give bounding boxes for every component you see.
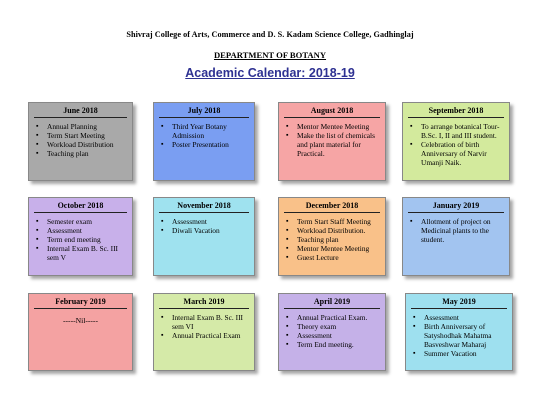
bullet-icon: ▪ <box>36 140 39 148</box>
event-text: Allotment of project on Medicinal plants to the student. <box>421 217 491 244</box>
event-text: Mentor Mentee Meeting <box>297 122 370 131</box>
bullet-icon: ▪ <box>286 340 289 348</box>
event-item <box>158 313 250 331</box>
month-title: September 2018 <box>408 103 504 118</box>
event-text: Term end meeting <box>47 235 101 244</box>
bullet-icon: ▪ <box>286 131 289 139</box>
event-text: Third Year Botany Admission <box>172 122 227 140</box>
bullet-icon: ▪ <box>36 217 39 225</box>
event-item <box>283 122 381 131</box>
event-list <box>154 213 254 235</box>
event-item <box>33 244 128 262</box>
bullet-icon: ▪ <box>286 331 289 339</box>
bullet-icon: ▪ <box>286 322 289 330</box>
event-item <box>158 217 250 226</box>
month-box <box>153 102 255 181</box>
event-text: Workload Distribution <box>47 140 114 149</box>
event-item <box>283 340 381 349</box>
event-item <box>283 217 381 226</box>
event-text: Semester exam <box>47 217 92 226</box>
department-name: DEPARTMENT OF BOTANY <box>213 50 327 60</box>
event-item <box>33 235 128 244</box>
bullet-icon: ▪ <box>161 226 164 234</box>
event-item <box>33 122 128 131</box>
bullet-icon: ▪ <box>36 122 39 130</box>
event-item <box>407 140 505 167</box>
bullet-icon: ▪ <box>286 244 289 252</box>
month-box <box>278 102 386 181</box>
event-text: Annual Planning <box>47 122 97 131</box>
event-item <box>283 244 381 253</box>
event-item <box>283 131 381 158</box>
event-text: Annual Practical Exam. <box>297 313 368 322</box>
event-item <box>407 122 505 140</box>
event-text: Internal Exam B. Sc. III sem VI <box>172 313 244 331</box>
event-item <box>33 149 128 158</box>
month-title: December 2018 <box>284 198 380 213</box>
bullet-icon: ▪ <box>161 122 164 130</box>
bullet-icon: ▪ <box>286 122 289 130</box>
month-box <box>153 197 255 276</box>
bullet-icon: ▪ <box>413 322 416 330</box>
event-item <box>158 331 250 340</box>
event-text: Teaching plan <box>47 149 89 158</box>
event-text: Workload Distribution. <box>297 226 366 235</box>
bullet-icon: ▪ <box>286 217 289 225</box>
event-text: Guest Lecture <box>297 253 339 262</box>
bullet-icon: ▪ <box>36 149 39 157</box>
month-box <box>402 197 510 276</box>
event-list <box>279 118 385 158</box>
bullet-icon: ▪ <box>286 313 289 321</box>
event-item <box>158 226 250 235</box>
bullet-icon: ▪ <box>286 226 289 234</box>
event-text: Assessment <box>172 217 207 226</box>
event-item <box>283 253 381 262</box>
month-box <box>405 293 513 371</box>
event-list <box>279 309 385 349</box>
month-box <box>28 197 133 276</box>
event-item <box>410 322 508 349</box>
event-item <box>33 131 128 140</box>
event-item <box>410 313 508 322</box>
event-text: Celebration of birth Anniversary of Narvir Umanji Naik. <box>421 140 487 167</box>
event-item <box>283 235 381 244</box>
month-title: August 2018 <box>284 103 380 118</box>
bullet-icon: ▪ <box>286 253 289 261</box>
month-title: February 2019 <box>34 294 127 309</box>
event-text: Assessment <box>297 331 332 340</box>
month-title: November 2018 <box>159 198 249 213</box>
event-item <box>283 226 381 235</box>
event-text: Make the list of chemicals and plant material for Practical. <box>297 131 375 158</box>
bullet-icon: ▪ <box>410 140 413 148</box>
bullet-icon: ▪ <box>413 313 416 321</box>
month-title: April 2019 <box>284 294 380 309</box>
bullet-icon: ▪ <box>36 244 39 252</box>
month-box <box>402 102 510 181</box>
event-text: Term Start Staff Meeting <box>297 217 371 226</box>
month-box <box>153 293 255 371</box>
bullet-icon: ▪ <box>36 131 39 139</box>
event-text: Assessment <box>424 313 459 322</box>
event-item <box>283 313 381 322</box>
event-item <box>407 217 505 244</box>
bullet-icon: ▪ <box>36 235 39 243</box>
event-list <box>154 309 254 340</box>
month-title: March 2019 <box>159 294 249 309</box>
bullet-icon: ▪ <box>413 349 416 357</box>
month-box <box>28 102 133 181</box>
event-item <box>33 140 128 149</box>
event-text: Annual Practical Exam <box>172 331 241 340</box>
event-list <box>29 118 132 158</box>
event-text: Diwali Vacation <box>172 226 220 235</box>
event-text: Poster Presentation <box>172 140 229 149</box>
nil-text: -----Nil----- <box>63 316 98 325</box>
event-text: Theory exam <box>297 322 337 331</box>
event-list <box>406 309 512 358</box>
bullet-icon: ▪ <box>36 226 39 234</box>
event-text: Internal Exam B. Sc. III sem V <box>47 244 119 262</box>
event-item <box>158 140 250 149</box>
month-box <box>28 293 133 371</box>
event-list <box>279 213 385 262</box>
event-text: To arrange botanical Tour- B.Sc. I, II and III student. <box>421 122 500 140</box>
bullet-icon: ▪ <box>161 331 164 339</box>
month-title: May 2019 <box>411 294 507 309</box>
event-text: Birth Anniversary of Satyshodhak Mahatma Basveshwar Maharaj <box>424 322 492 349</box>
event-text: Assessment <box>47 226 82 235</box>
calendar-title: Academic Calendar: 2018-19 <box>185 66 355 80</box>
bullet-icon: ▪ <box>410 217 413 225</box>
event-list <box>403 118 509 167</box>
month-title: July 2018 <box>159 103 249 118</box>
month-title: January 2019 <box>408 198 504 213</box>
month-box <box>278 197 386 276</box>
event-item <box>33 217 128 226</box>
month-box <box>278 293 386 371</box>
college-name: Shivraj College of Arts, Commerce and D. S. Kadam Science College, Gadhinglaj <box>126 30 414 39</box>
event-item <box>283 322 381 331</box>
event-text: Term Start Meeting <box>47 131 105 140</box>
bullet-icon: ▪ <box>161 313 164 321</box>
event-list <box>154 118 254 149</box>
bullet-icon: ▪ <box>410 122 413 130</box>
event-text: Mentor Mentee Meeting <box>297 244 370 253</box>
bullet-icon: ▪ <box>161 217 164 225</box>
event-item <box>283 331 381 340</box>
bullet-icon: ▪ <box>161 140 164 148</box>
event-item <box>158 122 250 140</box>
event-item <box>33 226 128 235</box>
bullet-icon: ▪ <box>286 235 289 243</box>
event-text: Teaching plan <box>297 235 339 244</box>
event-text: Term End meeting. <box>297 340 354 349</box>
month-title: October 2018 <box>34 198 127 213</box>
event-list <box>29 213 132 262</box>
month-title: June 2018 <box>34 103 127 118</box>
event-text: Summer Vacation <box>424 349 477 358</box>
event-item <box>410 349 508 358</box>
event-list <box>403 213 509 244</box>
